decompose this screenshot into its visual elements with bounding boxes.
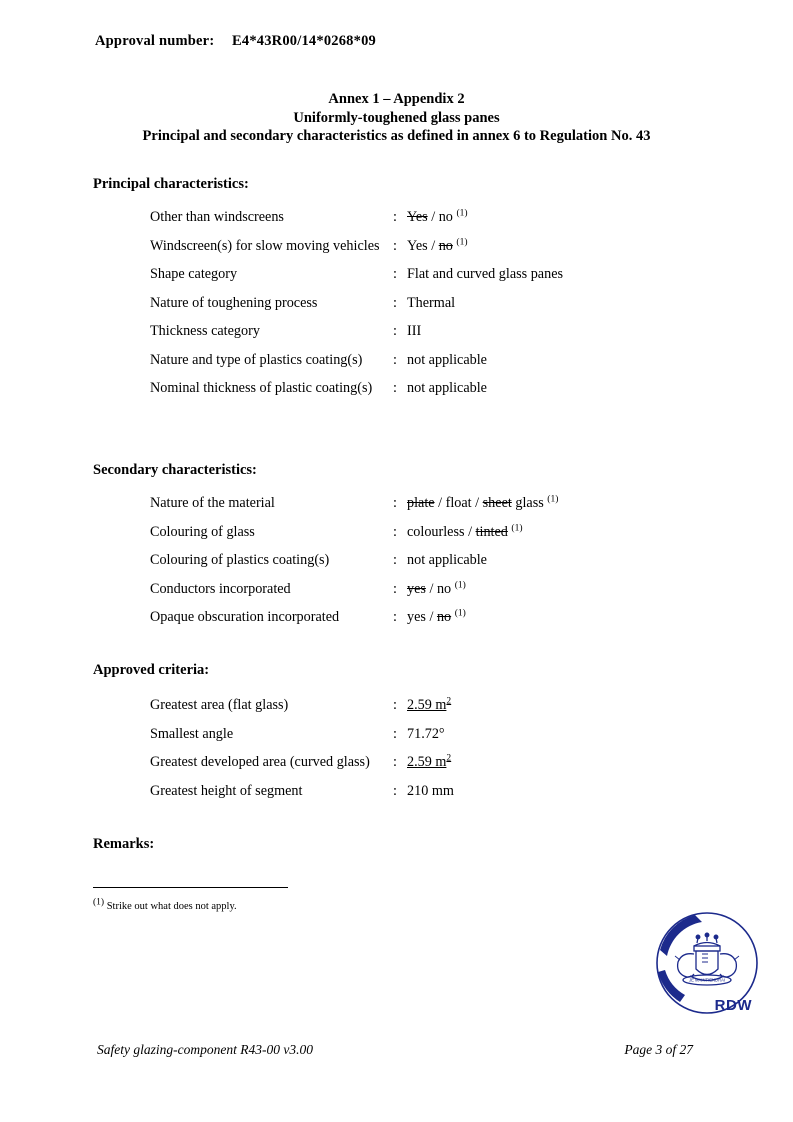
- principal-label: Nature of toughening process: [150, 294, 318, 311]
- secondary-label: Conductors incorporated: [150, 580, 291, 597]
- principal-value: [407, 295, 455, 312]
- struck-option: no: [438, 237, 453, 254]
- value-text: not applicable: [407, 351, 487, 368]
- value-text: 71.72°: [407, 725, 445, 742]
- approved-value: [407, 697, 451, 714]
- footnote-ref: (1): [454, 608, 466, 619]
- stamp-motto: JE MAINTIENDRAI: [688, 977, 726, 983]
- page-title: [0, 90, 793, 146]
- row-colon: :: [393, 552, 397, 568]
- value-text: / float /: [434, 495, 483, 511]
- characteristic-row: [150, 352, 750, 369]
- row-colon: :: [393, 294, 397, 311]
- approved-value: [407, 726, 445, 743]
- value-exponent: 2: [446, 753, 452, 764]
- secondary-label: Nature of the material: [150, 495, 275, 511]
- principal-value: [407, 323, 421, 340]
- footnote-ref: (1): [547, 494, 559, 505]
- row-colon: :: [393, 697, 397, 713]
- approved-criteria-list: [150, 697, 750, 811]
- characteristic-row: [150, 209, 750, 226]
- filled-value: 2.59 m: [407, 697, 447, 713]
- characteristic-row: [150, 726, 750, 743]
- title-line-3: Principal and secondary characteristics as defined in annex 6 to Regulation No. 43: [142, 128, 651, 144]
- section-heading-principal: Principal characteristics:: [93, 176, 249, 192]
- approval-number: [95, 33, 376, 50]
- principal-value: [407, 266, 563, 283]
- characteristic-row: [150, 524, 750, 541]
- value-text: Thermal: [407, 294, 456, 311]
- value-text: colourless /: [407, 523, 476, 540]
- row-colon: :: [393, 209, 397, 225]
- row-colon: :: [393, 380, 397, 396]
- value-text: / no: [427, 209, 457, 225]
- footnote-ref: (1): [454, 579, 466, 590]
- secondary-label: Colouring of glass: [150, 523, 255, 540]
- principal-value: [407, 352, 487, 369]
- row-colon: :: [393, 725, 397, 742]
- stamp-label: RDW: [714, 997, 752, 1014]
- secondary-value: [407, 495, 558, 512]
- value-text: / no: [425, 580, 455, 597]
- page-footer: [0, 1042, 793, 1062]
- value-text: III: [407, 323, 422, 339]
- secondary-value: [407, 552, 487, 569]
- row-colon: :: [393, 782, 397, 799]
- characteristic-row: [150, 295, 750, 312]
- footer-document-name: Safety glazing-component R43-00 v3.00: [97, 1042, 313, 1057]
- principal-value: [407, 238, 468, 255]
- struck-option: yes: [407, 580, 426, 597]
- title-line-1: Annex 1 – Appendix 2: [328, 91, 465, 107]
- footnote-ref: (1): [456, 236, 468, 247]
- filled-value: 2.59 m: [407, 754, 447, 770]
- characteristic-row: [150, 581, 750, 598]
- secondary-label: Colouring of plastics coating(s): [150, 552, 330, 568]
- characteristic-row: [150, 754, 750, 771]
- footnote-divider: [93, 887, 288, 888]
- principal-label: Windscreen(s) for slow moving vehicles: [150, 237, 380, 254]
- characteristic-row: [150, 495, 750, 512]
- struck-option: Yes: [407, 209, 428, 225]
- footnote-text: Strike out what does not apply.: [104, 901, 237, 912]
- footnote-ref: (1): [511, 522, 523, 533]
- secondary-value: [407, 581, 466, 598]
- section-heading-remarks: Remarks:: [93, 836, 155, 852]
- secondary-label: Opaque obscuration incorporated: [150, 609, 340, 625]
- value-text: not applicable: [407, 380, 487, 396]
- approved-label: Greatest area (flat glass): [150, 697, 289, 713]
- principal-label: Other than windscreens: [150, 209, 284, 225]
- row-colon: :: [393, 495, 397, 511]
- row-colon: :: [393, 609, 397, 625]
- footer-page-number: Page 3 of 27: [624, 1042, 693, 1057]
- row-colon: :: [393, 754, 397, 770]
- row-colon: :: [393, 237, 397, 254]
- characteristic-row: [150, 380, 750, 397]
- footnote: [93, 897, 237, 912]
- approved-value: [407, 754, 451, 771]
- struck-option: no: [436, 609, 452, 625]
- characteristic-row: [150, 552, 750, 569]
- approval-number-label: Approval number:: [95, 33, 215, 49]
- secondary-value: [407, 524, 523, 541]
- rdw-stamp: [650, 910, 765, 1025]
- struck-option: plate: [407, 495, 435, 511]
- characteristic-row: [150, 266, 750, 283]
- value-text: Yes /: [407, 237, 439, 254]
- principal-label: Nature and type of plastics coating(s): [150, 351, 363, 368]
- approved-label: Greatest developed area (curved glass): [150, 754, 370, 770]
- footnote-ref: (1): [456, 208, 468, 219]
- value-text: not applicable: [407, 552, 487, 568]
- section-heading-secondary: Secondary characteristics:: [93, 462, 257, 478]
- principal-label: Nominal thickness of plastic coating(s): [150, 380, 373, 396]
- struck-option: sheet: [482, 495, 512, 511]
- secondary-characteristics-list: [150, 495, 750, 638]
- characteristic-row: [150, 238, 750, 255]
- secondary-value: [407, 609, 466, 626]
- principal-value: [407, 209, 468, 226]
- value-text: yes /: [407, 609, 437, 625]
- row-colon: :: [393, 351, 397, 368]
- approved-value: [407, 783, 454, 800]
- principal-characteristics-list: [150, 209, 750, 409]
- characteristic-row: [150, 783, 750, 800]
- value-exponent: 2: [446, 696, 452, 707]
- principal-label: Shape category: [150, 266, 238, 282]
- row-colon: :: [393, 580, 397, 597]
- principal-value: [407, 380, 487, 397]
- approval-number-value: E4*43R00/14*0268*09: [232, 33, 376, 49]
- characteristic-row: [150, 609, 750, 626]
- characteristic-row: [150, 697, 750, 714]
- value-text: 210 mm: [407, 782, 454, 799]
- characteristic-row: [150, 323, 750, 340]
- section-heading-approved: Approved criteria:: [93, 662, 210, 678]
- approved-label: Smallest angle: [150, 725, 234, 742]
- approved-label: Greatest height of segment: [150, 782, 303, 799]
- footnote-marker: (1): [93, 897, 105, 908]
- title-line-2: Uniformly-toughened glass panes: [293, 109, 500, 126]
- row-colon: :: [393, 523, 397, 540]
- principal-label: Thickness category: [150, 323, 260, 339]
- struck-option: tinted: [475, 523, 508, 540]
- row-colon: :: [393, 266, 397, 282]
- row-colon: :: [393, 323, 397, 339]
- value-text: glass: [511, 495, 548, 511]
- value-text: Flat and curved glass panes: [407, 266, 564, 282]
